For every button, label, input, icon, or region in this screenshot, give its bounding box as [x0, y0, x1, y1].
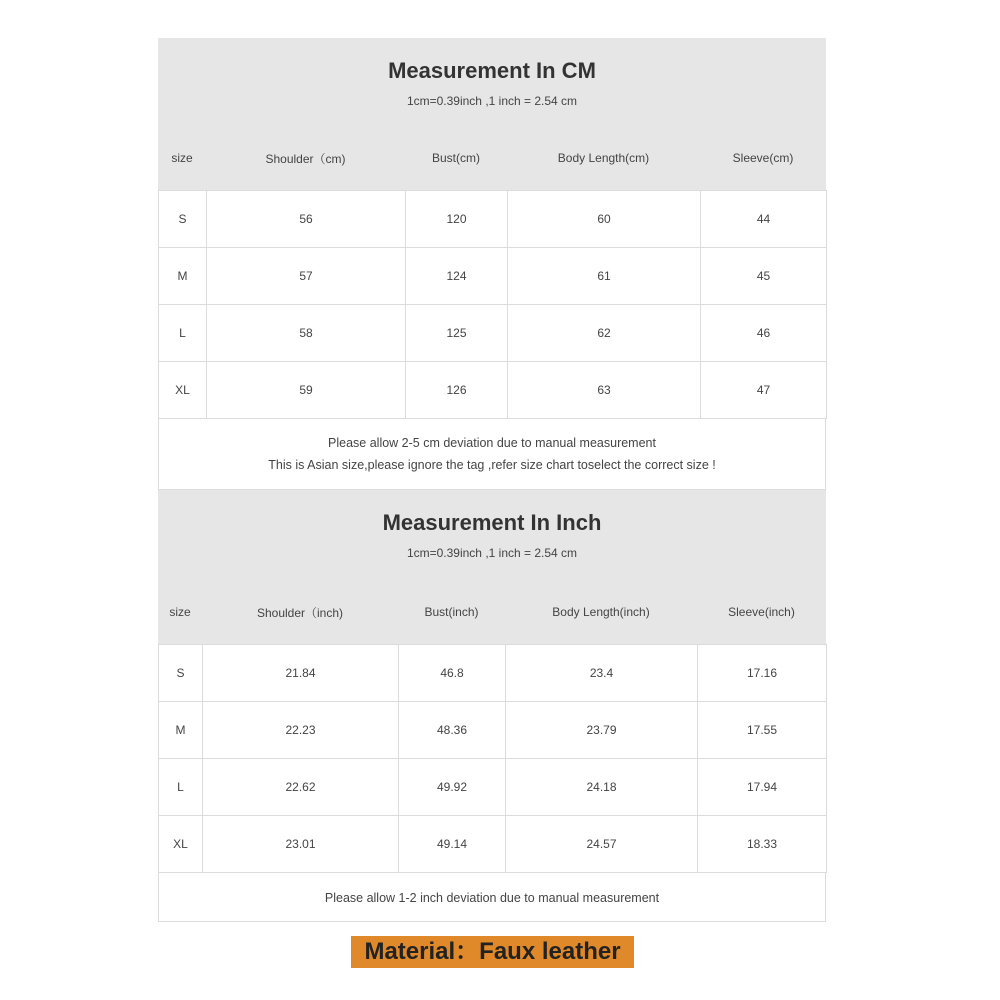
inch-notes	[158, 873, 826, 922]
cm-sleeve-cell: 45	[701, 248, 827, 305]
cm-bust-cell: 120	[406, 191, 508, 248]
table-row	[159, 759, 827, 816]
table-row	[159, 305, 827, 362]
cm-bust-cell: 126	[406, 362, 508, 419]
cm-bust-cell: 124	[406, 248, 508, 305]
cm-col-bust: Bust(cm)	[432, 151, 480, 165]
cm-subtitle: 1cm=0.39inch ,1 inch = 2.54 cm	[406, 94, 578, 108]
cm-shoulder-cell: 56	[207, 191, 406, 248]
inch-size-cell: L	[159, 759, 203, 816]
inch-sleeve-cell: 17.55	[698, 702, 827, 759]
cm-shoulder-cell: 59	[207, 362, 406, 419]
table-row	[159, 702, 827, 759]
inch-section	[158, 490, 826, 922]
cm-table	[158, 190, 827, 419]
inch-subtitle: 1cm=0.39inch ,1 inch = 2.54 cm	[406, 546, 578, 560]
inch-note-deviation: Please allow 1-2 inch deviation due to manual measurement	[324, 891, 660, 905]
inch-col-shoulder: Shoulder（inch)	[256, 606, 344, 620]
inch-col-bust: Bust(inch)	[424, 605, 479, 619]
cm-col-shoulder: Shoulder（cm)	[265, 152, 346, 166]
inch-bust-cell: 48.36	[399, 702, 506, 759]
cm-length-cell: 61	[508, 248, 701, 305]
inch-header	[158, 490, 826, 644]
cm-note-asian-size: This is Asian size,please ignore the tag ,refer size chart toselect the correct size !	[268, 458, 716, 472]
inch-length-cell: 23.4	[506, 645, 698, 702]
table-row	[159, 191, 827, 248]
inch-length-cell: 24.18	[506, 759, 698, 816]
inch-bust-cell: 46.8	[399, 645, 506, 702]
inch-sleeve-cell: 17.16	[698, 645, 827, 702]
inch-shoulder-cell: 22.62	[203, 759, 399, 816]
cm-length-cell: 62	[508, 305, 701, 362]
inch-col-body-length: Body Length(inch)	[552, 605, 650, 619]
table-row	[159, 645, 827, 702]
inch-bust-cell: 49.14	[399, 816, 506, 873]
cm-bust-cell: 125	[406, 305, 508, 362]
inch-shoulder-cell: 23.01	[203, 816, 399, 873]
cm-col-body-length: Body Length(cm)	[557, 151, 650, 165]
inch-length-cell: 24.57	[506, 816, 698, 873]
inch-sleeve-cell: 18.33	[698, 816, 827, 873]
inch-sleeve-cell: 17.94	[698, 759, 827, 816]
cm-size-cell: S	[159, 191, 207, 248]
inch-length-cell: 23.79	[506, 702, 698, 759]
table-row	[159, 362, 827, 419]
inch-size-cell: M	[159, 702, 203, 759]
cm-sleeve-cell: 44	[701, 191, 827, 248]
cm-shoulder-cell: 58	[207, 305, 406, 362]
cm-size-cell: M	[159, 248, 207, 305]
inch-col-sleeve: Sleeve(inch)	[728, 605, 795, 619]
inch-shoulder-cell: 21.84	[203, 645, 399, 702]
cm-col-sleeve: Sleeve(cm)	[732, 151, 794, 165]
cm-shoulder-cell: 57	[207, 248, 406, 305]
cm-note-deviation: Please allow 2-5 cm deviation due to manual measurement	[328, 436, 656, 450]
inch-shoulder-cell: 22.23	[203, 702, 399, 759]
material-label: Material：Faux leather	[351, 936, 634, 968]
cm-length-cell: 63	[508, 362, 701, 419]
inch-col-size: size	[169, 605, 191, 619]
inch-title: Measurement In Inch	[382, 510, 602, 535]
cm-notes	[158, 419, 826, 490]
inch-bust-cell: 49.92	[399, 759, 506, 816]
size-chart	[158, 38, 826, 922]
cm-sleeve-cell: 47	[701, 362, 827, 419]
cm-sleeve-cell: 46	[701, 305, 827, 362]
cm-col-size: size	[171, 151, 193, 165]
inch-table	[158, 644, 827, 873]
table-row	[159, 248, 827, 305]
inch-size-cell: S	[159, 645, 203, 702]
cm-size-cell: XL	[159, 362, 207, 419]
cm-header	[158, 38, 826, 190]
table-row	[159, 816, 827, 873]
cm-section	[158, 38, 826, 490]
cm-size-cell: L	[159, 305, 207, 362]
cm-length-cell: 60	[508, 191, 701, 248]
inch-size-cell: XL	[159, 816, 203, 873]
cm-title: Measurement In CM	[388, 58, 596, 83]
